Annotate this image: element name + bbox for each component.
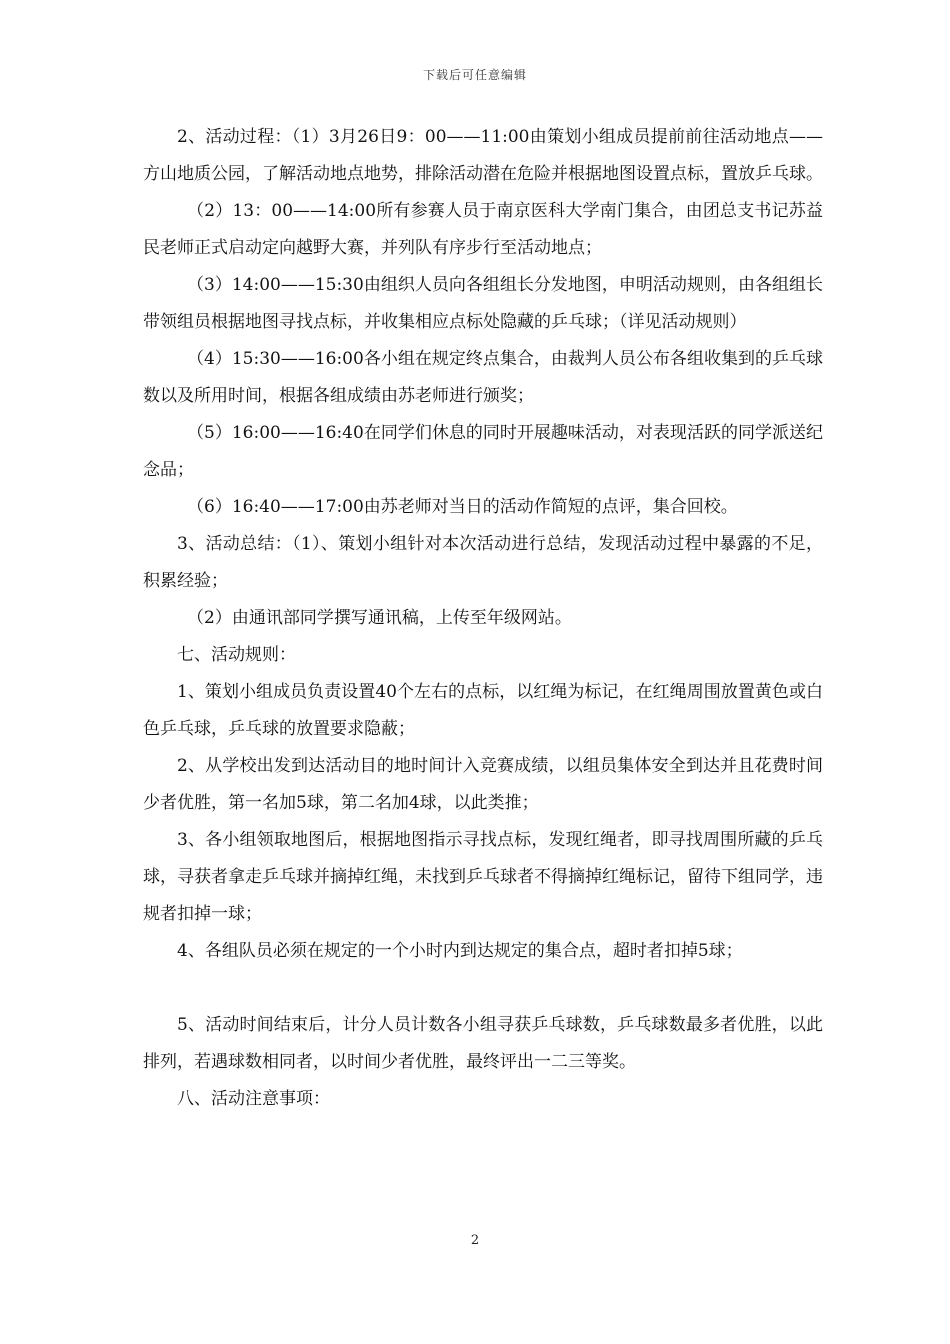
- page-header: 下载后可任意编辑: [422, 68, 527, 82]
- paragraph-summary-2: （2）由通讯部同学撰写通讯稿，上传至年级网站。: [187, 608, 572, 628]
- document-body: [143, 119, 823, 1118]
- section-heading-rules: 七、活动规则：: [177, 645, 296, 665]
- paragraph-step-6: （6）16:40——17:00由苏老师对当日的活动作简短的点评，集合回校。: [187, 497, 738, 517]
- paragraph-step-2: （2）13：00——14:00所有参赛人员于南京医科大学南门集合，由团总支书记苏益民老师正式启动定向越野大赛，并列队有序步行至活动地点；: [143, 201, 823, 258]
- paragraph-activity-process: 2、活动过程：（1）3月26日9：00——11:00由策划小组成员提前前往活动地点——方山地质公园，了解活动地点地势，排除活动潜在危险并根据地图设置点标，置放乒乓球。: [143, 127, 823, 184]
- blank-line: [143, 970, 823, 1007]
- page-number: 2: [470, 1233, 480, 1248]
- paragraph-rule-3: 3、各小组领取地图后，根据地图指示寻找点标，发现红绳者，即寻找周围所藏的乒乓球，寻获者拿走乒乓球并摘掉红绳，未找到乒乓球者不得摘掉红绳标记，留待下组同学，违规者扣掉一球；: [143, 830, 823, 924]
- paragraph-rule-4: 4、各组队员必须在规定的一个小时内到达规定的集合点，超时者扣掉5球；: [177, 941, 743, 961]
- paragraph-step-5: （5）16:00——16:40在同学们休息的同时开展趣味活动，对表现活跃的同学派送纪念品；: [143, 423, 823, 480]
- paragraph-activity-summary: 3、活动总结：（1）、策划小组针对本次活动进行总结，发现活动过程中暴露的不足，积累经验；: [143, 534, 823, 591]
- paragraph-rule-1: 1、策划小组成员负责设置40个左右的点标，以红绳为标记，在红绳周围放置黄色或白色乒乓球，乒乓球的放置要求隐蔽；: [143, 682, 823, 739]
- paragraph-step-4: （4）15:30——16:00各小组在规定终点集合，由裁判人员公布各组收集到的乒乓球数以及所用时间，根据各组成绩由苏老师进行颁奖；: [143, 349, 823, 406]
- paragraph-step-3: （3）14:00——15:30由组织人员向各组组长分发地图，申明活动规则，由各组组长带领组员根据地图寻找点标，并收集相应点标处隐藏的乒乓球；（详见活动规则）: [143, 275, 823, 332]
- section-heading-notes: 八、活动注意事项：: [177, 1089, 330, 1109]
- paragraph-rule-5: 5、活动时间结束后，计分人员计数各小组寻获乒乓球数，乒乓球数最多者优胜，以此排列，若遇球数相同者，以时间少者优胜，最终评出一二三等奖。: [143, 1015, 823, 1072]
- paragraph-rule-2: 2、从学校出发到达活动目的地时间计入竞赛成绩，以组员集体安全到达并且花费时间少者优胜，第一名加5球，第二名加4球，以此类推；: [143, 756, 823, 813]
